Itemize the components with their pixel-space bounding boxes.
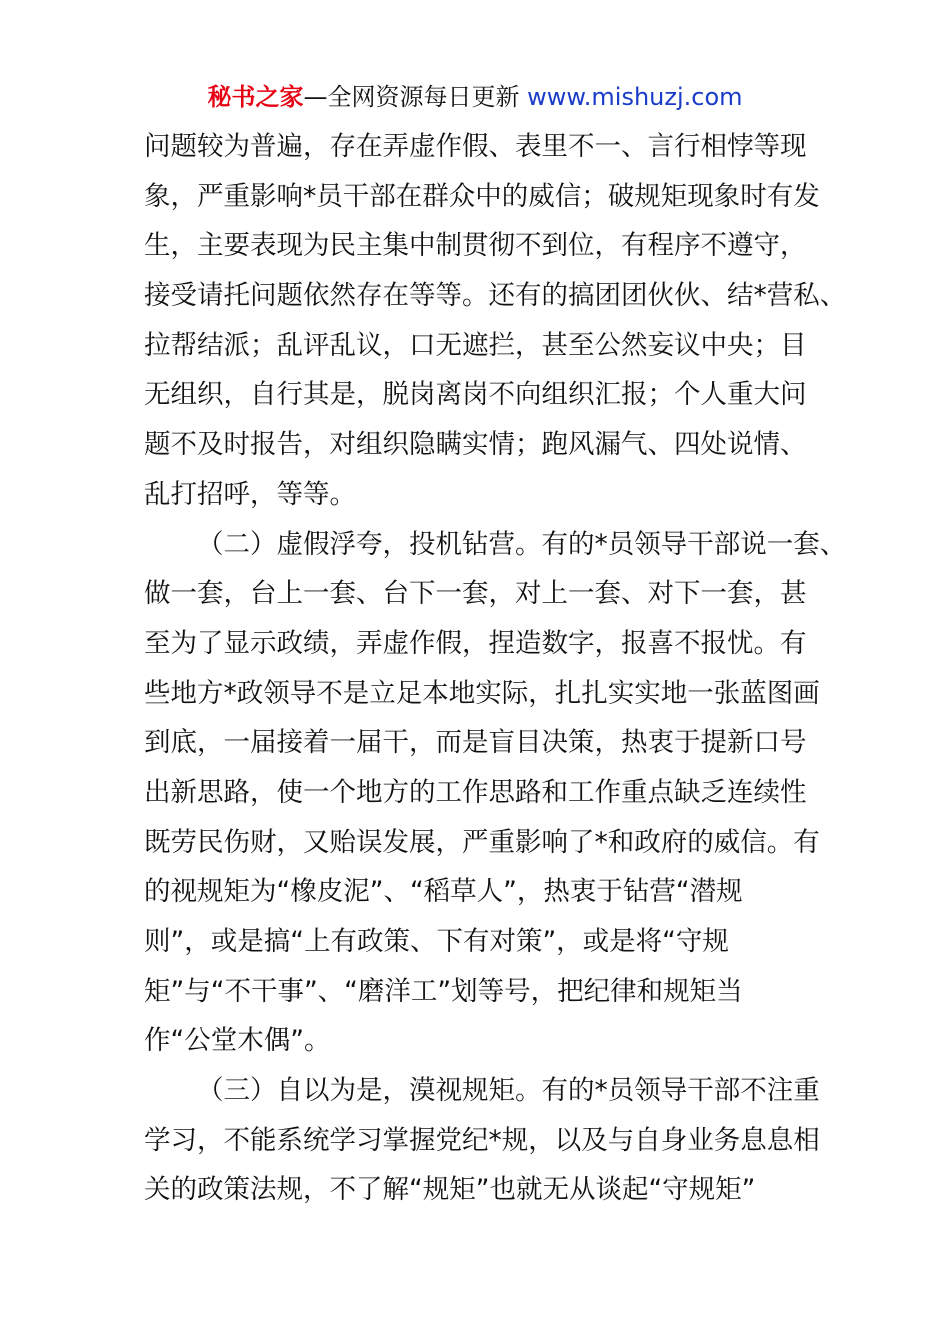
text-line: 至为了显示政绩，弄虚作假，捏造数字，报喜不报忧。有 — [144, 627, 807, 659]
document-body — [144, 122, 847, 1215]
paragraph-3-heading-line: （三）自以为是，漠视规矩。有的*员领导干部不注重 — [197, 1075, 820, 1107]
text-line: 题不及时报告，对组织隐瞒实情；跑风漏气、四处说情、 — [144, 429, 807, 461]
brand-name: 秘书之家 — [207, 83, 304, 111]
text-line: 乱打招呼，等等。 — [144, 478, 356, 510]
text-line: 无组织，自行其是，脱岗离岗不向组织汇报；个人重大问 — [144, 379, 807, 411]
header-tagline: —全网资源每日更新 — [303, 83, 520, 111]
text-line: 问题较为普遍，存在弄虚作假、表里不一、言行相悖等现 — [144, 131, 807, 162]
text-line: 关的政策法规，不了解“规矩”也就无从谈起“守规矩” — [144, 1174, 756, 1206]
text-line: 出新思路，使一个地方的工作思路和工作重点缺乏连续性 — [144, 776, 807, 808]
text-line: 拉帮结派；乱评乱议，口无遮拦，甚至公然妄议中央；目 — [144, 329, 807, 361]
text-line: 作“公堂木偶”。 — [144, 1025, 331, 1057]
text-line: 些地方*政领导不是立足本地实际，扎扎实实地一张蓝图画 — [144, 677, 820, 709]
site-header — [0, 80, 950, 114]
text-line: 学习，不能系统学习掌握党纪*规，以及与自身业务息息相 — [144, 1124, 820, 1156]
text-line: 矩”与“不干事”、“磨洋工”划等号，把纪律和规矩当 — [144, 975, 743, 1007]
text-line: 既劳民伤财，又贻误发展，严重影响了*和政府的威信。有 — [144, 826, 820, 858]
site-url-link[interactable]: www.mishuzj.com — [527, 83, 743, 111]
text-line: 接受请托问题依然存在等等。还有的搞团团伙伙、结*营私、 — [144, 280, 847, 312]
text-line: 到底，一届接着一届干，而是盲目决策，热衷于提新口号 — [144, 727, 807, 759]
text-line: 做一套，台上一套、台下一套，对上一套、对下一套，甚 — [144, 578, 807, 610]
text-line: 则”，或是搞“上有政策、下有对策”，或是将“守规 — [144, 926, 729, 957]
text-line: 的视规矩为“橡皮泥”、“稻草人”，热衷于钻营“潜规 — [144, 876, 743, 908]
text-line: 象，严重影响*员干部在群众中的威信；破规矩现象时有发 — [144, 180, 820, 212]
paragraph-2-heading-line: （二）虚假浮夸，投机钻营。有的*员领导干部说一套、 — [197, 528, 847, 560]
text-line: 生，主要表现为民主集中制贯彻不到位，有程序不遵守， — [144, 230, 807, 262]
